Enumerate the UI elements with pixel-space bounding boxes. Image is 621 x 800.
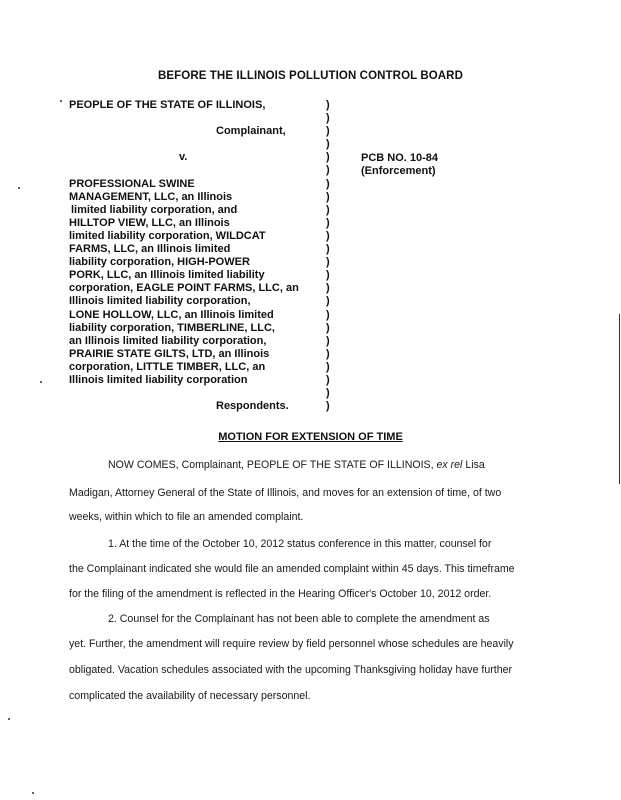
motion-title: MOTION FOR EXTENSION OF TIME — [218, 431, 403, 443]
case-caption-parties — [69, 99, 329, 413]
ex-rel-italic: ex rel — [436, 459, 463, 471]
body-line: for the filing of the amendment is reflected in the Hearing Officer's October 10, 2012 order. — [69, 588, 492, 600]
scan-speck — [18, 187, 20, 189]
caption-line: liability corporation, HIGH-POWER — [69, 256, 250, 269]
caption-line: Respondents. — [216, 400, 289, 413]
caption-line: an Illinois limited liability corporation, — [69, 334, 267, 347]
caption-paren: ) — [326, 269, 330, 282]
caption-line: MANAGEMENT, LLC, an Illinois — [69, 190, 233, 203]
caption-paren: ) — [326, 334, 330, 347]
caption-paren: ) — [326, 360, 330, 373]
caption-paren: ) — [326, 190, 330, 203]
caption-paren: ) — [326, 321, 330, 334]
scan-speck — [40, 381, 42, 383]
caption-paren: ) — [326, 229, 330, 242]
caption-line: v. — [179, 151, 188, 164]
caption-paren: ) — [326, 125, 330, 138]
caption-line — [69, 164, 329, 177]
body-line: 2. Counsel for the Complainant has not been able to complete the amendment as — [108, 613, 490, 625]
body-line: weeks, within which to file an amended complaint. — [69, 511, 304, 523]
caption-paren: ) — [326, 387, 330, 400]
caption-line: Complainant, — [216, 125, 286, 138]
body-line: 1. At the time of the October 10, 2012 status conference in this matter, counsel for — [108, 538, 492, 550]
scan-speck — [60, 100, 62, 102]
body-line: the Complainant indicated she would file an amended complaint within 45 days. This timeframe — [69, 563, 515, 575]
scan-margin-line — [619, 314, 620, 484]
caption-line — [69, 138, 329, 151]
caption-line: Illinois limited liability corporation, — [69, 295, 251, 308]
caption-line: PRAIRIE STATE GILTS, LTD, an Illinois — [69, 347, 270, 360]
caption-paren: ) — [326, 203, 330, 216]
case-number: PCB NO. 10-84 — [361, 152, 439, 164]
caption-paren: ) — [326, 243, 330, 256]
caption-line: PEOPLE OF THE STATE OF ILLINOIS, — [69, 99, 266, 111]
caption-paren: ) — [326, 295, 330, 308]
caption-line: PORK, LLC, an Illinois limited liability — [69, 269, 265, 282]
caption-line: corporation, EAGLE POINT FARMS, LLC, an — [69, 282, 299, 295]
caption-paren: ) — [326, 112, 330, 125]
caption-line: PROFESSIONAL SWINE — [69, 177, 195, 190]
caption-paren: ) — [326, 400, 330, 413]
caption-paren: ) — [326, 99, 330, 111]
case-number-block — [361, 152, 438, 178]
caption-paren: ) — [326, 177, 330, 190]
caption-line — [69, 112, 329, 125]
caption-line: FARMS, LLC, an Illinois limited — [69, 243, 231, 256]
caption-line: liability corporation, TIMBERLINE, LLC, — [69, 321, 275, 334]
court-heading: BEFORE THE ILLINOIS POLLUTION CONTROL BOARD — [157, 70, 463, 82]
caption-line: limited liability corporation, WILDCAT — [69, 229, 266, 242]
case-type: (Enforcement) — [361, 165, 436, 178]
body-line: Madigan, Attorney General of the State of Illinois, and moves for an extension of time, of two — [69, 487, 502, 499]
body-line: complicated the availability of necessary personnel. — [69, 690, 311, 702]
caption-line: corporation, LITTLE TIMBER, LLC, an — [69, 360, 266, 373]
caption-paren: ) — [326, 164, 330, 177]
caption-paren: ) — [326, 347, 330, 360]
scan-speck — [8, 718, 10, 720]
scan-speck — [32, 792, 34, 794]
caption-line: HILLTOP VIEW, LLC, an Illinois — [69, 216, 230, 229]
caption-line: Illinois limited liability corporation — [69, 373, 248, 386]
body-line: obligated. Vacation schedules associated with the upcoming Thanksgiving holiday have further — [69, 664, 513, 676]
caption-paren: ) — [326, 308, 330, 321]
caption-paren: ) — [326, 256, 330, 269]
caption-paren: ) — [326, 373, 330, 386]
caption-paren: ) — [326, 151, 330, 164]
caption-line: LONE HOLLOW, LLC, an Illinois limited — [69, 308, 274, 321]
caption-paren-column — [326, 99, 336, 413]
caption-paren: ) — [326, 282, 330, 295]
body-line: yet. Further, the amendment will require review by field personnel whose schedules are heavily — [69, 638, 514, 650]
caption-line: limited liability corporation, and — [71, 203, 238, 216]
caption-paren: ) — [326, 216, 330, 229]
body-line: NOW COMES, Complainant, PEOPLE OF THE STATE OF ILLINOIS, ex rel Lisa — [108, 459, 485, 471]
caption-paren: ) — [326, 138, 330, 151]
caption-line — [69, 387, 329, 400]
